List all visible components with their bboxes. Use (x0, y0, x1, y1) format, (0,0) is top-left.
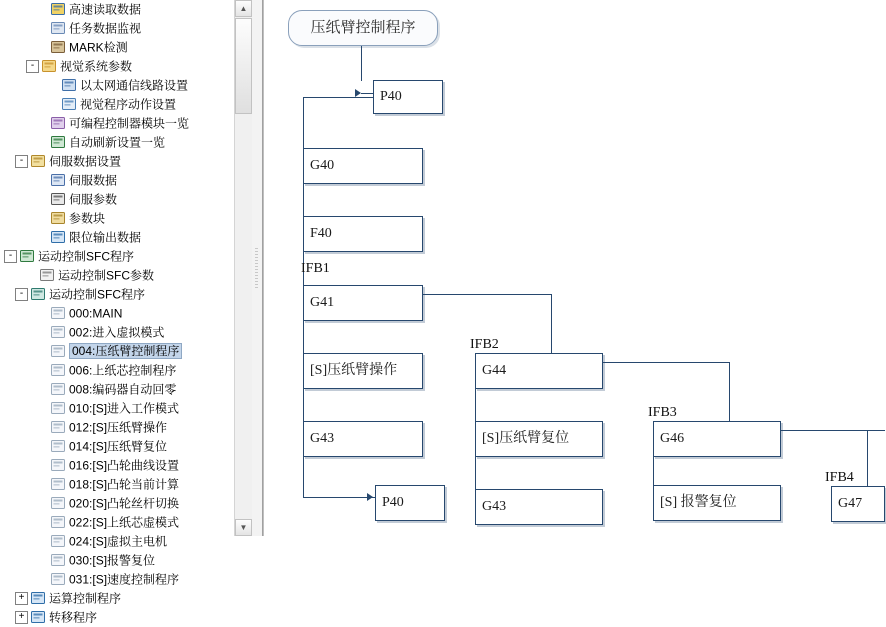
tree-item-22[interactable] (0, 418, 234, 437)
tree-item-label: 004:压纸臂控制程序 (69, 343, 182, 359)
connector-action-g43 (303, 389, 304, 421)
servo-data-icon (30, 153, 46, 168)
connector-p40-g40 (303, 97, 304, 149)
tree-spacer (37, 441, 48, 452)
prog-icon (50, 571, 66, 586)
prog-icon (50, 381, 66, 396)
tree-item-0[interactable] (0, 0, 234, 19)
tree-item-label: 030:[S]报警复位 (69, 553, 156, 568)
tree-spacer (26, 270, 37, 281)
action-press-arm-reset-label: [S]压纸臂复位 (482, 431, 570, 446)
connector-action-g43mid (475, 457, 476, 489)
tree-item-label: 022:[S]上纸芯虚模式 (69, 515, 180, 530)
step-g40-label: G40 (310, 158, 335, 173)
collapse-icon[interactable]: - (15, 288, 28, 301)
scroll-up-button[interactable]: ▲ (235, 0, 252, 17)
branch-label-ifb1: IFB1 (301, 261, 330, 276)
doc-icon (39, 267, 55, 282)
step-g43-left-label: G43 (310, 431, 335, 446)
branch-line-ifb1 (423, 294, 551, 295)
arrow-into-p40-bottom (367, 493, 373, 501)
tree-spacer (37, 403, 48, 414)
branch-drop-ifb3 (729, 362, 730, 421)
block-icon (50, 210, 66, 225)
step-p40-bottom[interactable] (375, 485, 445, 521)
step-g43-middle-label: G43 (482, 499, 507, 514)
tree-item-13[interactable] (0, 247, 234, 266)
tree-item-label: 006:上纸芯控制程序 (69, 363, 177, 378)
tree-item-1[interactable] (0, 19, 234, 38)
connector-g46-action (653, 457, 654, 485)
tree-item-label: 参数块 (69, 211, 106, 226)
tree-item-5[interactable] (0, 95, 234, 114)
tree-spacer (37, 384, 48, 395)
tree-item-label: 016:[S]凸轮曲线设置 (69, 458, 180, 473)
ethernet-icon (61, 77, 77, 92)
branch-label-ifb4: IFB4 (825, 470, 854, 485)
sfc-folder-icon (30, 286, 46, 301)
scroll-down-button[interactable]: ▼ (235, 519, 252, 536)
branch-drop-ifb4 (867, 430, 868, 489)
tree-item-label: 自动刷新设置一览 (69, 135, 166, 150)
tree-item-label: 视觉程序动作设置 (80, 97, 177, 112)
prog-icon (50, 552, 66, 567)
tree-item-3[interactable] (0, 57, 234, 76)
tree-item-21[interactable] (0, 399, 234, 418)
step-g44-label: G44 (482, 363, 507, 378)
tree-item-26[interactable] (0, 494, 234, 513)
program-title-text: 压纸臂控制程序 (310, 19, 416, 36)
tree-spacer (48, 80, 59, 91)
tree-spacer (37, 118, 48, 129)
branch-line-ifb2 (603, 362, 729, 363)
tree-item-label: 伺服参数 (69, 192, 118, 207)
tree-item-label: 010:[S]进入工作模式 (69, 401, 180, 416)
tree-spacer (37, 327, 48, 338)
prog-icon (50, 495, 66, 510)
tree-spacer (37, 23, 48, 34)
step-g47[interactable] (831, 486, 885, 522)
prog-icon (50, 419, 66, 434)
tree-item-2[interactable] (0, 38, 234, 57)
tree-spacer (37, 460, 48, 471)
tree-item-9[interactable] (0, 171, 234, 190)
param-icon (50, 191, 66, 206)
splitter-grip (255, 248, 258, 288)
tree-item-12[interactable] (0, 228, 234, 247)
connector-g40-f40 (303, 184, 304, 216)
tree-item-20[interactable] (0, 380, 234, 399)
limit-icon (50, 229, 66, 244)
tree-item-27[interactable] (0, 513, 234, 532)
connector-g43-p40-h (303, 497, 375, 498)
servo-icon (50, 172, 66, 187)
tree-spacer (37, 137, 48, 148)
folder-vision-icon (41, 58, 57, 73)
tree-item-28[interactable] (0, 532, 234, 551)
tree-item-23[interactable] (0, 437, 234, 456)
calc-folder-icon (30, 590, 46, 605)
tree-spacer (37, 555, 48, 566)
tree-item-8[interactable] (0, 152, 234, 171)
expand-icon[interactable]: + (15, 611, 28, 624)
collapse-icon[interactable]: - (4, 250, 17, 263)
step-g43-left[interactable] (303, 421, 423, 457)
prog-icon (50, 476, 66, 491)
tree-item-30[interactable] (0, 570, 234, 589)
step-g44[interactable] (475, 353, 603, 389)
action-press-arm-operate-label: [S]压纸臂操作 (310, 363, 398, 378)
tree-item-label: 高速读取数据 (69, 2, 142, 17)
step-f40[interactable] (303, 216, 423, 252)
tree-item-label: 运动控制SFC程序 (38, 249, 135, 264)
tree-item-label: 运动控制SFC参数 (58, 268, 155, 283)
tree-item-7[interactable] (0, 133, 234, 152)
step-p40-bottom-label: P40 (382, 495, 404, 510)
tree-spacer (37, 574, 48, 585)
plc-module-icon (50, 115, 66, 130)
connector-g41-action (303, 321, 304, 353)
tree-item-label: 伺服数据设置 (49, 154, 122, 169)
prog-icon (50, 362, 66, 377)
tree-item-16[interactable] (0, 304, 234, 323)
prog-icon (50, 533, 66, 548)
action-alarm-reset-label: [S] 报警复位 (660, 495, 737, 510)
tree-item-label: 转移程序 (49, 610, 98, 625)
action-alarm-reset[interactable] (653, 485, 781, 521)
tree-item-label: MARK检测 (69, 40, 128, 55)
expand-icon[interactable]: + (15, 592, 28, 605)
monitor-icon (50, 20, 66, 35)
step-g47-label: G47 (838, 496, 863, 511)
tree-spacer (37, 194, 48, 205)
tree-item-label: 012:[S]压纸臂操作 (69, 420, 168, 435)
project-tree[interactable] (0, 0, 234, 625)
tree-spacer (37, 422, 48, 433)
tree-item-25[interactable] (0, 475, 234, 494)
step-g43-middle[interactable] (475, 489, 603, 525)
branch-drop-ifb2 (551, 294, 552, 353)
tree-spacer (37, 346, 48, 357)
step-g40[interactable] (303, 148, 423, 184)
prog-icon (50, 457, 66, 472)
prog-icon (50, 438, 66, 453)
scroll-thumb[interactable] (235, 18, 252, 114)
tree-item-label: 024:[S]虚拟主电机 (69, 534, 168, 549)
step-g46-label: G46 (660, 431, 685, 446)
tree-item-6[interactable] (0, 114, 234, 133)
tree-item-19[interactable] (0, 361, 234, 380)
tree-item-label: 002:进入虚拟模式 (69, 325, 165, 340)
branch-label-ifb3: IFB3 (648, 405, 677, 420)
vision-prog-icon (61, 96, 77, 111)
prog-icon (50, 324, 66, 339)
step-g41-label: G41 (310, 295, 335, 310)
tree-spacer (37, 365, 48, 376)
prog-icon (50, 305, 66, 320)
branch-label-ifb2: IFB2 (470, 337, 499, 352)
tree-spacer (37, 42, 48, 53)
tree-item-17[interactable] (0, 323, 234, 342)
tree-spacer (48, 99, 59, 110)
connector-g44-action (475, 389, 476, 421)
tree-item-29[interactable] (0, 551, 234, 570)
action-press-arm-reset[interactable] (475, 421, 603, 457)
action-press-arm-operate[interactable] (303, 353, 423, 389)
project-tree-panel[interactable] (0, 0, 253, 625)
tree-item-15[interactable] (0, 285, 234, 304)
tree-spacer (37, 175, 48, 186)
tree-item-label: 视觉系统参数 (60, 59, 133, 74)
tree-item-11[interactable] (0, 209, 234, 228)
tree-item-label: 限位输出数据 (69, 230, 142, 245)
connector-arrow-p40 (361, 93, 373, 94)
tree-item-label: 014:[S]压纸臂复位 (69, 439, 168, 454)
step-f40-label: F40 (310, 226, 332, 241)
sfc-root-icon (19, 248, 35, 263)
tree-spacer (37, 536, 48, 547)
tree-item-31[interactable] (0, 589, 234, 608)
program-title-box[interactable] (288, 10, 438, 46)
table-icon (50, 1, 66, 16)
tree-item-label: 运算控制程序 (49, 591, 122, 606)
prog-icon (50, 400, 66, 415)
tree-item-14[interactable] (0, 266, 234, 285)
panel-splitter[interactable] (252, 0, 263, 536)
tree-spacer (37, 498, 48, 509)
tree-item-32[interactable] (0, 608, 234, 627)
tree-item-4[interactable] (0, 76, 234, 95)
step-p40-top-label: P40 (380, 89, 402, 104)
sfc-diagram (263, 0, 885, 536)
tree-item-label: 任务数据监视 (69, 21, 142, 36)
tree-item-24[interactable] (0, 456, 234, 475)
connector-title-p40 (361, 46, 362, 81)
tree-vertical-scrollbar[interactable] (234, 0, 252, 536)
connector-p40-left (303, 97, 373, 98)
refresh-icon (50, 134, 66, 149)
tree-spacer (37, 232, 48, 243)
tree-spacer (37, 4, 48, 15)
mark-icon (50, 39, 66, 54)
tree-item-label: 031:[S]速度控制程序 (69, 572, 180, 587)
tree-item-10[interactable] (0, 190, 234, 209)
branch-line-ifb3 (781, 430, 885, 431)
tree-item-label: 可编程控制器模块一览 (69, 116, 190, 131)
sfc-editor-canvas[interactable] (263, 0, 885, 536)
tree-spacer (37, 517, 48, 528)
tree-item-label: 000:MAIN (69, 306, 123, 321)
tree-item-label: 以太网通信线路设置 (80, 78, 189, 93)
step-p40-top[interactable] (373, 80, 443, 114)
tree-item-label: 运动控制SFC程序 (49, 287, 146, 302)
collapse-icon[interactable]: - (15, 155, 28, 168)
tree-item-label: 020:[S]凸轮丝杆切换 (69, 496, 180, 511)
prog-icon (50, 343, 66, 358)
tree-spacer (37, 308, 48, 319)
tree-spacer (37, 479, 48, 490)
tree-item-label: 018:[S]凸轮当前计算 (69, 477, 180, 492)
step-g41[interactable] (303, 285, 423, 321)
connector-g43-p40 (303, 457, 304, 497)
prog-icon (50, 514, 66, 529)
trans-folder-icon (30, 609, 46, 624)
step-g46[interactable] (653, 421, 781, 457)
collapse-icon[interactable]: - (26, 60, 39, 73)
tree-spacer (37, 213, 48, 224)
tree-item-label: 008:编码器自动回零 (69, 382, 177, 397)
tree-item-18[interactable] (0, 342, 234, 361)
tree-item-label: 伺服数据 (69, 173, 118, 188)
